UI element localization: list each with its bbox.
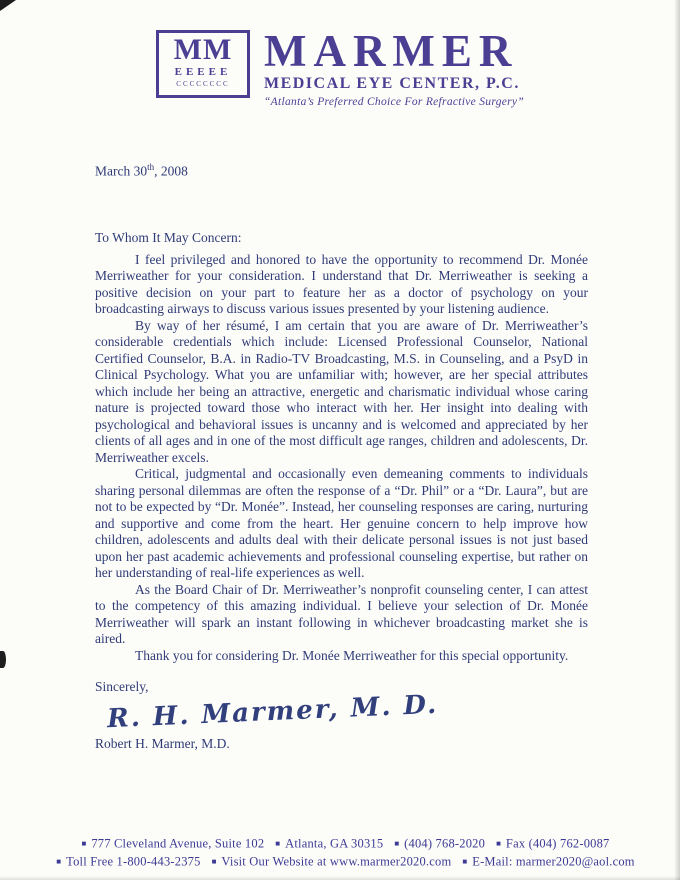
- letter-paragraph: Critical, judgmental and occasionally even demeaning comments to individuals sharing personal dilemmas are often the response of a “Dr. Phil” or a “Dr. Laura”, but are not to be expected by “Dr. Monée”. Instead, her counseling responses are caring, nurturing and supportive and come from the heart. Her genuine concern to help improve how children, adolescents and adults deal with their delicate personal issues is not just based upon her past academic achievements and professional counseling expertise, but rather on her understanding of real-life experiences as well.: [95, 466, 588, 580]
- footer-item: E-Mail: marmer2020@aol.com: [472, 854, 635, 868]
- square-bullet-icon: ■: [394, 839, 400, 848]
- footer-item: Fax (404) 762-0087: [505, 836, 610, 851]
- salutation: To Whom It May Concern:: [95, 229, 242, 245]
- footer-item: Visit Our Website at www.marmer2020.com: [221, 854, 452, 868]
- clinic-tagline: “Atlanta’s Preferred Choice For Refractive Surgery”: [263, 96, 525, 108]
- closing: Sincerely,: [95, 679, 149, 694]
- square-bullet-icon: ■: [275, 839, 281, 848]
- date-ordinal: th: [147, 162, 155, 172]
- footer-item: Toll Free 1-800-443-2375: [66, 854, 201, 868]
- footer-line-1: [0, 835, 680, 853]
- scan-artifact-corner: [0, 0, 16, 11]
- scan-edge-shadow-bottom: [0, 876, 680, 880]
- logo-mm-text: MM: [173, 33, 233, 66]
- letter-paragraph: As the Board Chair of Dr. Merriweather’s nonprofit counseling center, I can attest to the competency of this amazing individual. I believe your selection of Dr. Monée Merriweather will spark an instant following in whichever broadcasting market she is aired.: [95, 581, 588, 646]
- letter-content: [0, 162, 680, 752]
- logo-eyechart-small-row-icon: CCCCCCCC: [176, 80, 230, 88]
- letter-paragraph: I feel privileged and honored to have the opportunity to recommend Dr. Monée Merriweather for your consideration. I understand that Dr. Merriweather is seeking a positive decision on your part to feature her as a doctor of psychology on your broadcasting airways to discuss various issues presented by your listening audience.: [95, 251, 588, 316]
- footer-item: 777 Cleveland Avenue, Suite 102: [91, 836, 265, 851]
- footer-line-2: [0, 853, 680, 871]
- footer: [0, 835, 680, 870]
- date-year: , 2008: [154, 163, 188, 179]
- clinic-identity: [263, 26, 525, 108]
- square-bullet-icon: ■: [462, 856, 468, 866]
- letterhead: [0, 0, 680, 108]
- logo-eyechart-row-icon: EEEEE: [174, 66, 232, 78]
- square-bullet-icon: ■: [81, 839, 87, 848]
- footer-item: (404) 768-2020: [404, 836, 486, 851]
- letter-paragraph: By way of her résumé, I am certain that you are aware of Dr. Merriweather’s considerable credentials which include: Licensed Professional Counselor, National Certified Counselor, B.A. in Radio-TV Broadcasting, M.S. in Counseling, and a PsyD in Clinical Psychology. What you are unfamiliar with; however, are her special attributes which include her being an attractive, energetic and charismatic individual whose caring nature is projected toward those who interact with her. Her insight into dealing with psychological and behavioral issues is uncanny and is welcomed and appreciated by her clients of all ages and in one of the most difficult age ranges, children and adolescents, Dr. Merriweather excels.: [95, 317, 588, 465]
- signer-name: Robert H. Marmer, M.D.: [95, 736, 230, 751]
- handwritten-signature: R. H. Marmer, M. D.: [106, 689, 439, 735]
- clinic-subtitle: MEDICAL EYE CENTER, P.C.: [263, 75, 520, 92]
- square-bullet-icon: ■: [211, 856, 217, 866]
- footer-item: Atlanta, GA 30315: [285, 836, 384, 851]
- date-day: March 30: [95, 163, 148, 179]
- square-bullet-icon: ■: [496, 839, 501, 848]
- clinic-logo: [156, 30, 250, 98]
- clinic-name: MARMER: [263, 26, 519, 76]
- letter-body: [95, 252, 588, 665]
- letter-date: [95, 162, 588, 180]
- scan-edge-shadow-right: [674, 0, 680, 880]
- letter-paragraph: Thank you for considering Dr. Monée Merriweather for this special opportunity.: [135, 647, 569, 663]
- square-bullet-icon: ■: [56, 856, 62, 866]
- scan-artifact-blob: [0, 651, 6, 668]
